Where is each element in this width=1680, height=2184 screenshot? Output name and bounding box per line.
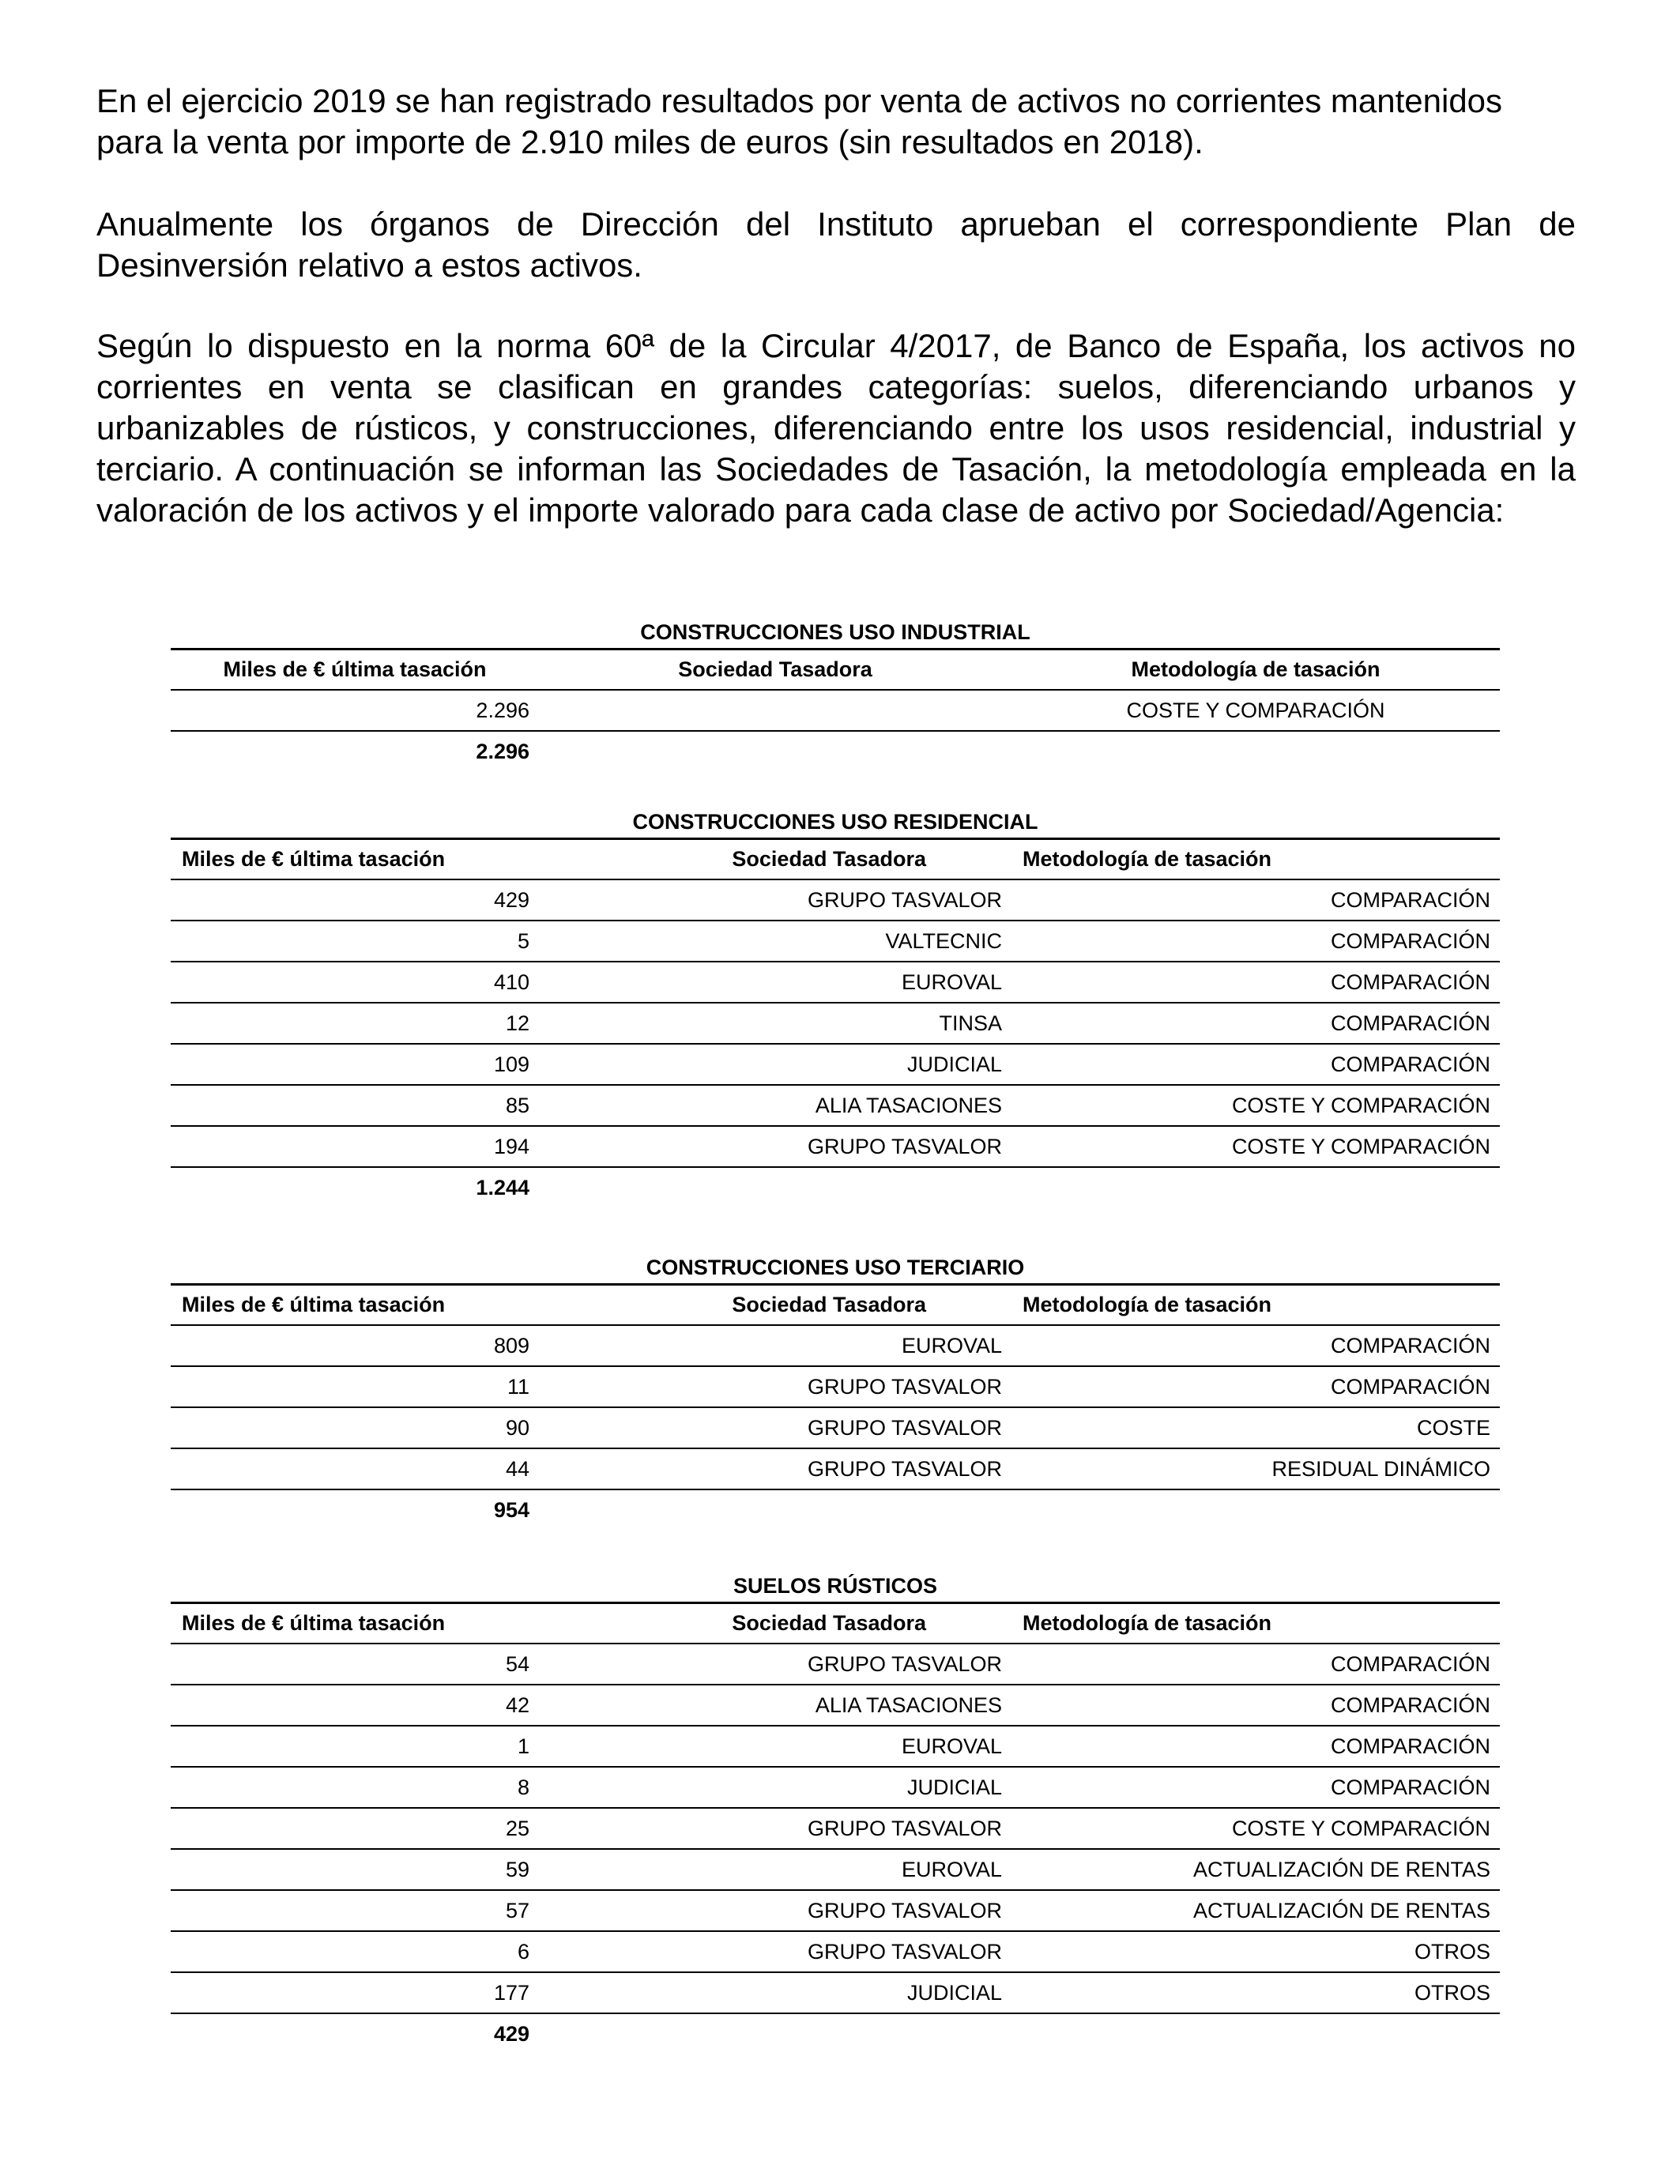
total-amount: 429 — [493, 2021, 529, 2046]
cell-method: OTROS — [1414, 1939, 1490, 1964]
cell-company: GRUPO TASVALOR — [807, 1939, 1002, 1964]
table-body — [171, 690, 1500, 771]
paragraph-classification: Según lo dispuesto en la norma 60ª de la Circular 4/2017, de Banco de España, los activos no corrientes en venta se clasifican en grandes categorías: suelos, diferenciando urbanos y urbanizables de rústicos, y construcciones, diferenciando entre los usos residencial, industrial y terciario. A continuación se informan las Sociedades de Tasación, la metodología empleada en la valoración de los activos y el importe valorado para cada clase de activo por Sociedad/Agencia: — [96, 327, 1576, 529]
table-row — [171, 879, 1500, 921]
cell-method: OTROS — [1414, 1980, 1490, 2005]
cell-method: COMPARACIÓN — [1330, 1651, 1490, 1676]
cell-company: TINSA — [939, 1011, 1002, 1035]
header-company: Sociedad Tasadora — [732, 847, 926, 871]
total-empty-cell — [1011, 731, 1500, 771]
table-row — [171, 921, 1500, 962]
cell-company: ALIA TASACIONES — [815, 1093, 1002, 1117]
table-row — [171, 1044, 1500, 1085]
cell-company: GRUPO TASVALOR — [807, 1651, 1002, 1676]
cell-amount: 809 — [493, 1333, 529, 1357]
cell-method: ACTUALIZACIÓN DE RENTAS — [1192, 1857, 1490, 1881]
cell-amount: 44 — [505, 1456, 529, 1481]
table-title-rusticos: SUELOS RÚSTICOS — [733, 1574, 938, 1598]
section-industrial — [171, 616, 1500, 771]
table-row — [171, 1808, 1500, 1849]
table-row — [171, 1931, 1500, 1972]
table-row — [171, 1767, 1500, 1808]
cell-amount: 25 — [505, 1816, 529, 1840]
cell-amount: 11 — [507, 1374, 529, 1399]
table-row — [171, 1890, 1500, 1931]
cell-company: EUROVAL — [901, 1333, 1002, 1357]
cell-amount: 109 — [493, 1052, 529, 1076]
table-row — [171, 1972, 1500, 2013]
total-amount: 954 — [493, 1497, 529, 1522]
cell-amount: 194 — [493, 1134, 529, 1158]
header-method: Metodología de tasación — [1023, 847, 1272, 871]
total-empty-cell — [539, 731, 1011, 771]
table-row — [171, 1849, 1500, 1890]
table-row — [171, 1126, 1500, 1167]
table-row — [171, 1644, 1500, 1685]
cell-amount: 1 — [517, 1734, 529, 1758]
table-row — [171, 1366, 1500, 1407]
cell-method: COMPARACIÓN — [1330, 1011, 1490, 1035]
table-header-row — [171, 1603, 1500, 1644]
total-row — [171, 731, 1500, 771]
table-title-terciario: CONSTRUCCIONES USO TERCIARIO — [646, 1256, 1025, 1279]
table-row — [171, 690, 1500, 731]
total-empty-cell — [1011, 1167, 1500, 1207]
table-row — [171, 1726, 1500, 1767]
table-industrial — [171, 648, 1500, 771]
cell-company: JUDICIAL — [906, 1775, 1002, 1799]
cell-method: ACTUALIZACIÓN DE RENTAS — [1192, 1898, 1490, 1922]
total-row — [171, 2013, 1500, 2054]
cell-company: EUROVAL — [901, 1734, 1002, 1758]
total-empty-cell — [1011, 1489, 1500, 1530]
cell-amount: 90 — [505, 1415, 529, 1440]
cell-company: JUDICIAL — [906, 1052, 1002, 1076]
cell-amount: 177 — [493, 1980, 529, 2005]
paragraph-divestment-plan: Anualmente los órganos de Dirección del Instituto aprueban el correspondiente Plan de Desinversión relativo a estos activos. — [96, 205, 1576, 284]
cell-method: COSTE Y COMPARACIÓN — [1231, 1093, 1490, 1117]
cell-amount: 85 — [505, 1093, 529, 1117]
total-empty-cell — [539, 1167, 1011, 1207]
cell-amount: 410 — [493, 970, 529, 994]
cell-company: VALTECNIC — [885, 928, 1002, 953]
section-residencial — [171, 806, 1500, 1207]
paragraph-results: En el ejercicio 2019 se han registrado resultados por venta de activos no corrientes mantenidos para la venta por importe de 2.910 miles de euros (sin resultados en 2018). — [96, 82, 1503, 160]
table-body — [171, 1325, 1500, 1530]
header-method: Metodología de tasación — [1023, 1293, 1272, 1316]
header-amount: Miles de € última tasación — [182, 1611, 446, 1635]
cell-method: COSTE — [1416, 1415, 1490, 1440]
header-method: Metodología de tasación — [1131, 657, 1381, 681]
table-body — [171, 879, 1500, 1207]
cell-company: GRUPO TASVALOR — [807, 1816, 1002, 1840]
cell-method: COMPARACIÓN — [1330, 1333, 1490, 1357]
table-header-row — [171, 1285, 1500, 1326]
cell-company: EUROVAL — [901, 970, 1002, 994]
cell-method: COSTE Y COMPARACIÓN — [1126, 698, 1385, 722]
cell-method: COMPARACIÓN — [1330, 1734, 1490, 1758]
cell-method: COMPARACIÓN — [1330, 1775, 1490, 1799]
cell-amount: 429 — [493, 887, 529, 912]
cell-company: EUROVAL — [901, 1857, 1002, 1881]
table-row — [171, 1407, 1500, 1448]
total-row — [171, 1167, 1500, 1207]
total-empty-cell — [539, 1489, 1011, 1530]
total-amount: 2.296 — [476, 739, 529, 763]
section-terciario — [171, 1252, 1500, 1530]
table-row — [171, 1448, 1500, 1489]
section-rusticos — [171, 1570, 1500, 2054]
cell-company: JUDICIAL — [906, 1980, 1002, 2005]
table-rusticos — [171, 1602, 1500, 2054]
table-residencial — [171, 838, 1500, 1207]
table-row — [171, 1003, 1500, 1044]
table-header-row — [171, 839, 1500, 880]
cell-amount: 59 — [505, 1857, 529, 1881]
cell-company: GRUPO TASVALOR — [807, 1134, 1002, 1158]
header-amount: Miles de € última tasación — [182, 1293, 446, 1316]
cell-method: RESIDUAL DINÁMICO — [1271, 1456, 1490, 1481]
cell-company: GRUPO TASVALOR — [807, 1898, 1002, 1922]
header-company: Sociedad Tasadora — [678, 657, 872, 681]
cell-amount: 54 — [505, 1651, 529, 1676]
cell-method: COMPARACIÓN — [1330, 970, 1490, 994]
table-row — [171, 1085, 1500, 1126]
cell-company: ALIA TASACIONES — [815, 1693, 1002, 1717]
cell-method: COMPARACIÓN — [1330, 928, 1490, 953]
cell-company: GRUPO TASVALOR — [807, 1415, 1002, 1440]
header-amount: Miles de € última tasación — [182, 847, 446, 871]
total-empty-cell — [1011, 2013, 1500, 2054]
cell-amount: 2.296 — [476, 698, 529, 722]
cell-method: COSTE Y COMPARACIÓN — [1231, 1816, 1490, 1840]
cell-company — [539, 690, 1011, 731]
table-row — [171, 1325, 1500, 1366]
cell-method: COMPARACIÓN — [1330, 1693, 1490, 1717]
cell-amount: 57 — [505, 1898, 529, 1922]
table-terciario — [171, 1283, 1500, 1530]
total-amount: 1.244 — [476, 1175, 529, 1199]
table-row — [171, 962, 1500, 1003]
cell-method: COMPARACIÓN — [1330, 1374, 1490, 1399]
cell-amount: 8 — [517, 1775, 529, 1799]
cell-amount: 12 — [505, 1011, 529, 1035]
cell-amount: 6 — [517, 1939, 529, 1964]
cell-amount: 42 — [505, 1693, 529, 1717]
cell-method: COSTE Y COMPARACIÓN — [1231, 1134, 1490, 1158]
total-row — [171, 1489, 1500, 1530]
header-company: Sociedad Tasadora — [732, 1293, 926, 1316]
table-header-row — [171, 650, 1500, 691]
table-row — [171, 1685, 1500, 1726]
table-body — [171, 1644, 1500, 2054]
header-method: Metodología de tasación — [1023, 1611, 1272, 1635]
cell-company: GRUPO TASVALOR — [807, 1374, 1002, 1399]
table-title-industrial: CONSTRUCCIONES USO INDUSTRIAL — [640, 620, 1030, 644]
total-empty-cell — [539, 2013, 1011, 2054]
cell-method: COMPARACIÓN — [1330, 1052, 1490, 1076]
cell-method: COMPARACIÓN — [1330, 887, 1490, 912]
cell-company: GRUPO TASVALOR — [807, 1456, 1002, 1481]
header-company: Sociedad Tasadora — [732, 1611, 926, 1635]
header-amount: Miles de € última tasación — [223, 657, 487, 681]
cell-company: GRUPO TASVALOR — [807, 887, 1002, 912]
table-title-residencial: CONSTRUCCIONES USO RESIDENCIAL — [632, 810, 1038, 834]
cell-amount: 5 — [517, 928, 529, 953]
